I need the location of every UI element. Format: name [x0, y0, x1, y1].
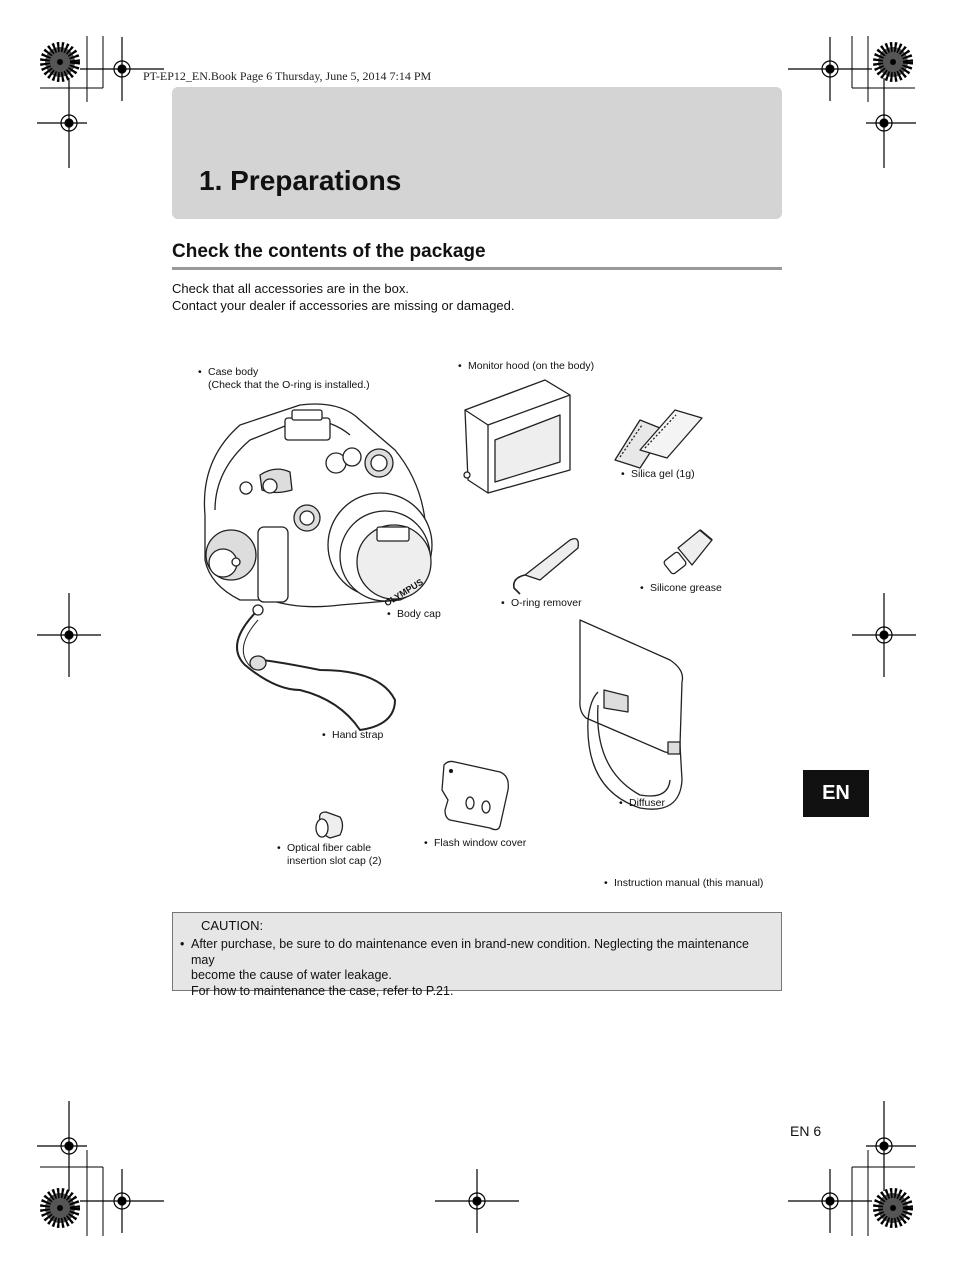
item-hand-strap: Hand strap	[332, 729, 384, 741]
caution-header	[181, 918, 263, 933]
label-monitor-hood	[458, 360, 594, 373]
bullet: •	[424, 837, 428, 849]
label-hand-strap	[322, 729, 383, 742]
bullet: •	[180, 937, 185, 951]
item-o-ring-remover: O-ring remover	[511, 597, 582, 609]
item-case-body-note: (Check that the O-ring is installed.)	[208, 379, 370, 391]
item-silicone-grease: Silicone grease	[650, 582, 722, 594]
silicone-grease-illustration	[663, 530, 712, 575]
o-ring-remover-illustration	[514, 539, 579, 594]
bullet: •	[277, 842, 281, 854]
item-optical-cap-2: insertion slot cap (2)	[287, 855, 382, 867]
section-heading: Check the contents of the package	[172, 241, 486, 262]
page-title: 1. Preparations	[199, 165, 402, 196]
label-o-ring-remover	[501, 597, 582, 610]
label-optical-cap	[277, 842, 382, 868]
caution-line-1: After purchase, be sure to do maintenance even in brand-new condition. Neglecting the maintenance may	[191, 937, 749, 967]
diffuser-illustration	[580, 620, 683, 809]
item-diffuser: Diffuser	[629, 797, 665, 809]
bullet: •	[458, 360, 462, 372]
bullet: •	[322, 729, 326, 741]
silica-gel-illustration	[615, 410, 702, 468]
printer-header: PT-EP12_EN.Book Page 6 Thursday, June 5, 2014 7:14 PM	[143, 69, 432, 83]
caution-label: CAUTION:	[201, 918, 264, 933]
bullet: •	[387, 608, 391, 620]
label-flash-window-cover	[424, 837, 526, 850]
intro-line-2: Contact your dealer if accessories are missing or damaged.	[172, 298, 515, 313]
caution-box	[172, 912, 782, 998]
optical-cap-illustration	[316, 812, 343, 838]
bullet: •	[501, 597, 505, 609]
label-manual	[604, 877, 763, 890]
bullet: •	[198, 366, 202, 378]
label-case-body	[198, 366, 370, 392]
item-flash-window-cover: Flash window cover	[434, 837, 527, 849]
bullet: •	[621, 468, 625, 480]
item-monitor-hood: Monitor hood (on the body)	[468, 360, 595, 372]
bullet: •	[640, 582, 644, 594]
item-silica-gel: Silica gel (1g)	[631, 468, 695, 480]
label-silicone-grease	[640, 582, 722, 595]
monitor-hood-illustration	[464, 380, 570, 493]
item-manual: Instruction manual (this manual)	[614, 877, 764, 889]
intro-line-1: Check that all accessories are in the box.	[172, 281, 410, 296]
label-silica-gel	[621, 468, 695, 481]
caution-body	[180, 937, 776, 999]
case-body-illustration	[204, 404, 432, 730]
label-body-cap	[387, 608, 441, 621]
caution-line-2: become the cause of water leakage.	[191, 968, 392, 982]
body-cap-logo: OLYMPUS	[382, 576, 425, 609]
bullet: •	[619, 797, 623, 809]
caution-line-3: For how to maintenance the case, refer to P.21.	[191, 983, 454, 998]
language-tab: EN	[803, 770, 869, 817]
page-number: EN 6	[790, 1123, 822, 1139]
item-case-body: Case body	[208, 366, 259, 378]
flash-window-cover-illustration	[442, 761, 508, 829]
item-body-cap: Body cap	[397, 608, 441, 620]
item-optical-cap: Optical fiber cable	[287, 842, 372, 854]
bullet: •	[604, 877, 608, 889]
label-diffuser	[619, 797, 665, 810]
